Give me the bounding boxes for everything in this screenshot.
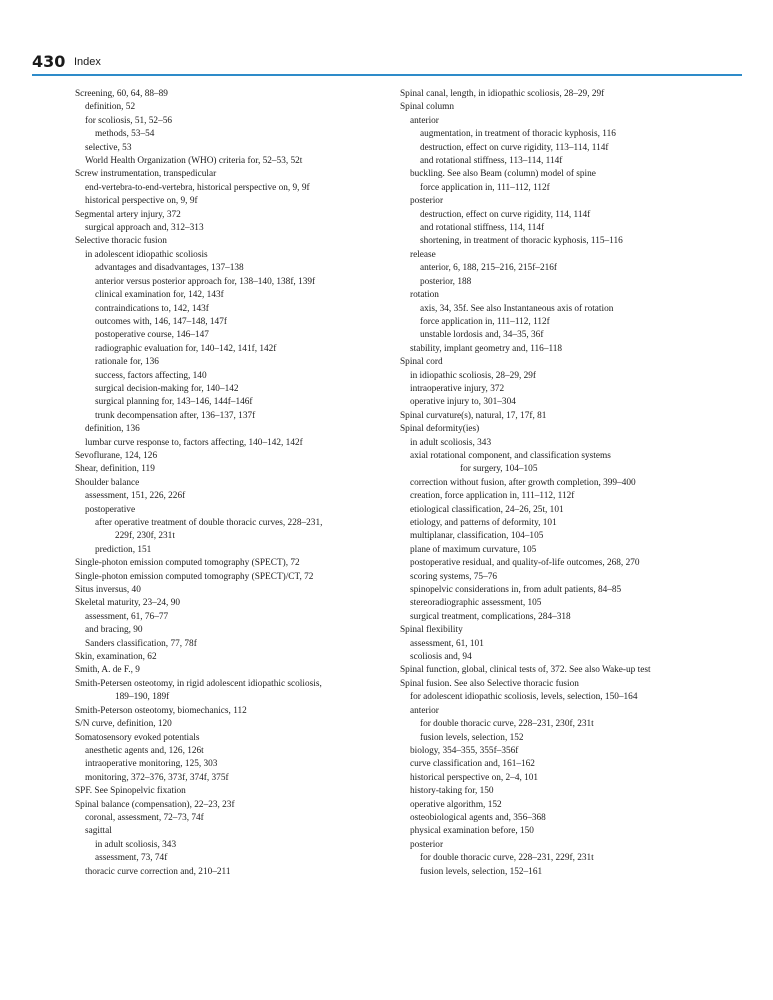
- index-entry: postoperative: [85, 504, 136, 515]
- index-entry: sagittal: [85, 826, 112, 837]
- index-entry: scoliosis and, 94: [410, 652, 472, 663]
- index-entry: advantages and disadvantages, 137–138: [95, 263, 244, 274]
- index-entry: outcomes with, 146, 147–148, 147f: [95, 316, 227, 327]
- index-entry: Spinal column: [400, 102, 454, 113]
- index-entry: anterior versus posterior approach for, 138–140, 138f, 139f: [95, 276, 316, 287]
- index-entry: rationale for, 136: [95, 357, 159, 368]
- index-entry: osteobiological agents and, 356–368: [410, 812, 546, 823]
- index-entry: posterior: [410, 839, 444, 850]
- index-entry: surgical planning for, 143–146, 144f–146f: [95, 397, 253, 408]
- index-entry: fusion levels, selection, 152–161: [420, 866, 543, 877]
- index-entry: biology, 354–355, 355f–356f: [410, 745, 519, 756]
- index-entry: methods, 53–54: [95, 129, 155, 140]
- index-entry: for adolescent idiopathic scoliosis, levels, selection, 150–164: [410, 692, 638, 703]
- index-entry: Spinal fusion. See also Selective thoracic fusion: [400, 678, 579, 689]
- index-entry: lumbar curve response to, factors affecting, 140–142, 142f: [85, 437, 303, 448]
- index-entry: anterior: [410, 115, 439, 126]
- page-number: 430: [32, 52, 66, 71]
- index-entry: success, factors affecting, 140: [95, 370, 207, 381]
- index-entry: Smith, A. de F., 9: [75, 665, 140, 676]
- index-entry: in adolescent idiopathic scoliosis: [85, 249, 208, 260]
- index-entry: rotation: [410, 290, 439, 301]
- index-entry: Smith-Petersen osteotomy, in rigid adolescent idiopathic scoliosis,: [75, 678, 322, 689]
- index-entry: plane of maximum curvature, 105: [410, 544, 537, 555]
- index-entry: in idiopathic scoliosis, 28–29, 29f: [410, 370, 537, 381]
- index-column-right: [400, 88, 745, 879]
- index-entry: creation, force application in, 111–112, 112f: [410, 491, 575, 502]
- index-entry: destruction, effect on curve rigidity, 113–114, 114f: [420, 142, 609, 153]
- index-entry: definition, 52: [85, 102, 136, 113]
- index-entry: history-taking for, 150: [410, 786, 494, 797]
- index-entry: destruction, effect on curve rigidity, 114, 114f: [420, 209, 591, 220]
- index-entry: assessment, 73, 74f: [95, 853, 168, 864]
- index-entry: force application in, 111–112, 112f: [420, 316, 550, 327]
- index-entry: operative algorithm, 152: [410, 799, 502, 810]
- index-entry: force application in, 111–112, 112f: [420, 182, 550, 193]
- index-entry: postoperative course, 146–147: [95, 330, 209, 341]
- index-entry: trunk decompensation after, 136–137, 137f: [95, 410, 256, 421]
- index-entry: contraindications to, 142, 143f: [95, 303, 209, 314]
- index-entry: definition, 136: [85, 424, 140, 435]
- index-entry: assessment, 61, 76–77: [85, 611, 169, 622]
- index-column-left: [75, 88, 393, 879]
- index-entry: postoperative residual, and quality-of-life outcomes, 268, 270: [410, 558, 640, 569]
- index-entry: Spinal deformity(ies): [400, 424, 480, 435]
- index-entry: Shear, definition, 119: [75, 464, 155, 475]
- index-entry: Situs inversus, 40: [75, 585, 141, 596]
- index-entry: and rotational stiffness, 114, 114f: [420, 223, 545, 234]
- index-entry: Somatosensory evoked potentials: [75, 732, 200, 743]
- index-entry: Single-photon emission computed tomography (SPECT)/CT, 72: [75, 571, 314, 582]
- index-entry: buckling. See also Beam (column) model of spine: [410, 169, 596, 180]
- index-entry: coronal, assessment, 72–73, 74f: [85, 812, 204, 823]
- index-entry: posterior: [410, 196, 444, 207]
- index-entry: after operative treatment of double thoracic curves, 228–231,: [95, 518, 323, 528]
- index-entry: Spinal canal, length, in idiopathic scoliosis, 28–29, 29f: [400, 89, 605, 99]
- index-entry: Single-photon emission computed tomography (SPECT), 72: [75, 558, 300, 569]
- index-entry: axis, 34, 35f. See also Instantaneous axis of rotation: [420, 303, 614, 314]
- index-entry: historical perspective on, 9, 9f: [85, 196, 198, 207]
- index-entry: spinopelvic considerations in, from adult patients, 84–85: [410, 585, 622, 596]
- index-entry: and rotational stiffness, 113–114, 114f: [420, 156, 563, 167]
- index-entry: surgical approach and, 312–313: [85, 223, 204, 234]
- index-entry: scoring systems, 75–76: [410, 571, 498, 582]
- index-entry: augmentation, in treatment of thoracic kyphosis, 116: [420, 129, 616, 140]
- index-entry: Skin, examination, 62: [75, 652, 157, 663]
- index-entry: Spinal balance (compensation), 22–23, 23f: [75, 799, 235, 810]
- index-entry: operative injury to, 301–304: [410, 397, 516, 408]
- index-entry: selective, 53: [85, 142, 132, 153]
- index-entry: Selective thoracic fusion: [75, 236, 167, 247]
- index-entry: anterior, 6, 188, 215–216, 215f–216f: [420, 263, 557, 274]
- index-entry: 189–190, 189f: [115, 692, 170, 703]
- index-entry: Screw instrumentation, transpedicular: [75, 169, 217, 180]
- index-entry: etiological classification, 24–26, 25t, 101: [410, 504, 564, 515]
- index-entry: in adult scoliosis, 343: [95, 839, 177, 850]
- index-entry: shortening, in treatment of thoracic kyphosis, 115–116: [420, 236, 623, 247]
- index-entry: for double thoracic curve, 228–231, 229f, 231t: [420, 853, 594, 864]
- index-entry: Spinal flexibility: [400, 625, 463, 636]
- index-entry: Smith-Peterson osteotomy, biomechanics, 112: [75, 705, 247, 716]
- index-entry: end-vertebra-to-end-vertebra, historical perspective on, 9, 9f: [85, 182, 310, 193]
- index-entry: multiplanar, classification, 104–105: [410, 531, 544, 542]
- index-entry: Spinal cord: [400, 357, 443, 368]
- index-entry: and bracing, 90: [85, 625, 143, 636]
- index-entry: Segmental artery injury, 372: [75, 209, 181, 220]
- index-entry: surgical treatment, complications, 284–318: [410, 611, 571, 622]
- index-entry: Sevoflurane, 124, 126: [75, 450, 158, 461]
- index-entry: monitoring, 372–376, 373f, 374f, 375f: [85, 772, 229, 783]
- index-entry: anterior: [410, 705, 439, 716]
- index-entry: Screening, 60, 64, 88–89: [75, 89, 168, 99]
- index-entry: stereoradiographic assessment, 105: [410, 598, 542, 609]
- index-entry: intraoperative injury, 372: [410, 383, 505, 394]
- index-entry: physical examination before, 150: [410, 826, 534, 837]
- index-entry: correction without fusion, after growth completion, 399–400: [410, 477, 636, 488]
- index-entry: stability, implant geometry and, 116–118: [410, 343, 563, 354]
- index-entry: for double thoracic curve, 228–231, 230f, 231t: [420, 719, 594, 730]
- index-entry: assessment, 151, 226, 226f: [85, 491, 186, 502]
- index-entry: SPF. See Spinopelvic fixation: [75, 786, 186, 797]
- index-entry: S/N curve, definition, 120: [75, 719, 172, 730]
- index-entry: Sanders classification, 77, 78f: [85, 638, 197, 649]
- index-entry: prediction, 151: [95, 544, 152, 555]
- index-entry: thoracic curve correction and, 210–211: [85, 866, 231, 877]
- index-entry: unstable lordosis and, 34–35, 36f: [420, 330, 544, 341]
- index-entry: for scoliosis, 51, 52–56: [85, 115, 173, 126]
- index-entry: Spinal curvature(s), natural, 17, 17f, 81: [400, 410, 547, 421]
- index-entry: 229f, 230f, 231t: [115, 531, 175, 542]
- section-title: Index: [74, 56, 101, 68]
- index-entry: Shoulder balance: [75, 477, 140, 488]
- index-entry: clinical examination for, 142, 143f: [95, 290, 224, 301]
- index-entry: posterior, 188: [420, 276, 472, 287]
- index-entry: anesthetic agents and, 126, 126t: [85, 745, 204, 756]
- index-entry: curve classification and, 161–162: [410, 759, 535, 770]
- index-entry: Skeletal maturity, 23–24, 90: [75, 598, 181, 609]
- index-entry: etiology, and patterns of deformity, 101: [410, 518, 557, 528]
- index-entry: assessment, 61, 101: [410, 638, 484, 649]
- index-entry: radiographic evaluation for, 140–142, 141f, 142f: [95, 343, 277, 354]
- index-entry: Spinal function, global, clinical tests of, 372. See also Wake-up test: [400, 665, 651, 676]
- index-entry: World Health Organization (WHO) criteria for, 52–53, 52t: [85, 156, 303, 167]
- index-entry: surgical decision-making for, 140–142: [95, 383, 239, 394]
- index-entry: axial rotational component, and classification systems: [410, 450, 611, 461]
- index-entry: release: [410, 249, 436, 260]
- index-entry: fusion levels, selection, 152: [420, 732, 524, 743]
- header-rule: [32, 74, 742, 76]
- index-entry: for surgery, 104–105: [460, 464, 538, 475]
- index-entry: intraoperative monitoring, 125, 303: [85, 759, 218, 770]
- page-header: [32, 52, 742, 76]
- index-entry: in adult scoliosis, 343: [410, 437, 492, 448]
- index-entry: historical perspective on, 2–4, 101: [410, 772, 539, 783]
